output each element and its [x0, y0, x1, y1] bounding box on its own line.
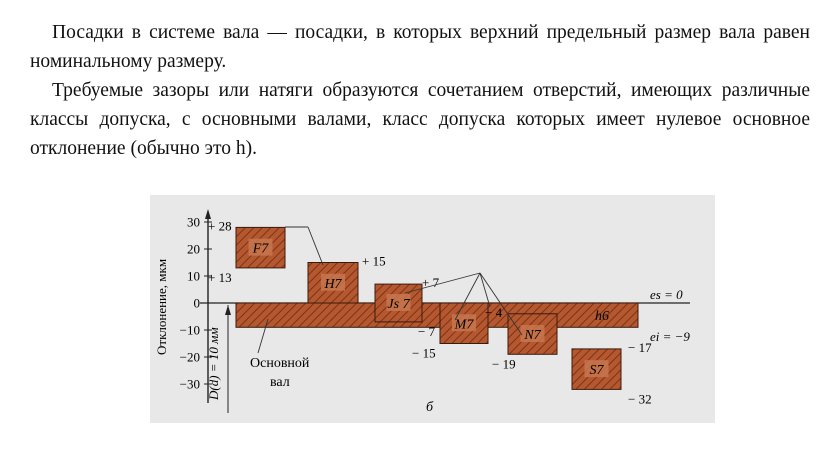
upper-limit-h7: + 15 [362, 253, 386, 269]
zone-label-h6: h6 [595, 309, 609, 325]
y-tick-label: 30 [187, 214, 200, 230]
zone-label-f7: F7 [252, 241, 269, 257]
zone-label-n7: N7 [524, 328, 541, 344]
lower-limit-m7: − 15 [412, 345, 436, 361]
lower-limit-n7: − 19 [492, 356, 516, 372]
lower-limit-js7: − 7 [418, 323, 436, 339]
y-tick-label: −20 [179, 349, 200, 365]
y-tick-label: −30 [179, 376, 200, 392]
dimension-label: D(d) = 10 мм [206, 327, 221, 400]
y-tick-label: 20 [187, 241, 200, 257]
y-tick-label: −10 [179, 322, 200, 338]
zone-label-js7: Js 7 [387, 297, 410, 312]
shaft-zone-h6 [236, 303, 638, 327]
paragraph-1: Посадки в системе вала — посадки, в которых верхний предельный размер вала равен номинальному размеру. [30, 22, 810, 72]
zone-label-h7: H7 [324, 276, 342, 292]
upper-limit-js7: + 7 [422, 275, 440, 291]
lower-limit-f7: + 13 [208, 269, 232, 285]
text-block [30, 18, 810, 163]
ei-label: ei = −9 [650, 329, 690, 344]
es-label: es = 0 [650, 287, 683, 302]
zone-label-s7: S7 [589, 363, 604, 379]
figure-caption: б [426, 400, 434, 415]
y-tick-label: 0 [193, 295, 200, 311]
zone-label-m7: M7 [454, 317, 474, 333]
shaft-label-1: Основной [250, 356, 310, 371]
y-axis-label: Отклонение, мкм [154, 258, 169, 355]
paragraph-2: Требуемые зазоры или натяги образуются сочетанием отверстий, имеющих различные классы допуска, с основными валами, класс допуска которых имеет нулевое основное отклонение (обычно это h). [30, 80, 810, 159]
upper-limit-s7: − 17 [628, 339, 652, 355]
y-tick-label: 10 [187, 268, 200, 284]
tolerance-diagram [150, 195, 715, 423]
diagram-svg [150, 195, 715, 423]
lower-limit-s7: − 32 [628, 391, 652, 407]
upper-limit-f7: + 28 [208, 218, 232, 234]
shaft-label-2: вал [270, 375, 290, 390]
upper-limit-n7: − 4 [485, 304, 503, 320]
